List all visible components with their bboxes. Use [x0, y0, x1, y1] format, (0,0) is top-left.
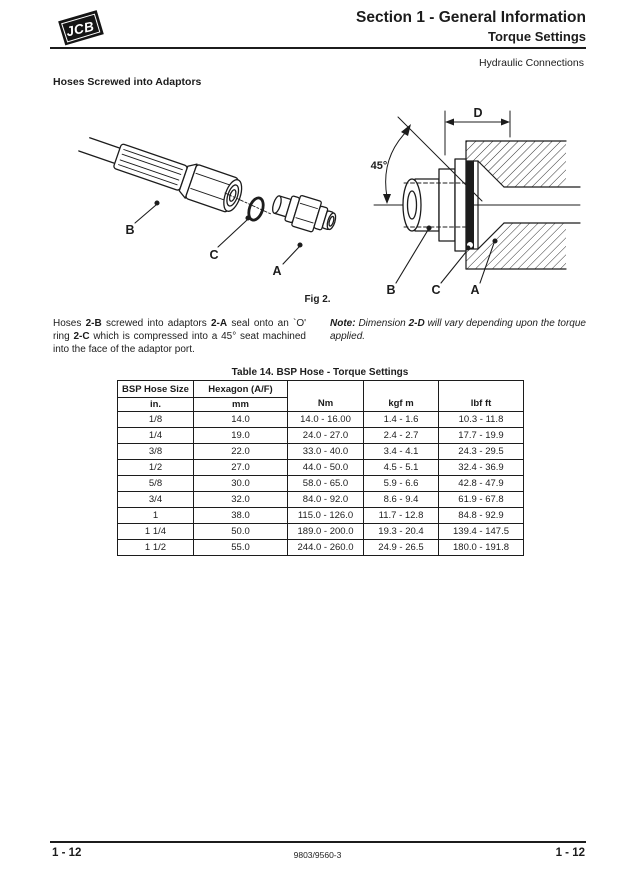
table-cell: 3/4	[118, 492, 194, 508]
col-header-nm: Nm	[288, 381, 364, 412]
adaptor-a	[269, 188, 340, 237]
hose-adaptor-section-diagram	[352, 95, 587, 300]
ref-2a: 2-A	[210, 318, 228, 329]
jcb-logo-text: JCB	[64, 18, 96, 40]
table-cell: 5.9 - 6.6	[364, 476, 439, 492]
table-cell: 17.7 - 19.9	[439, 428, 524, 444]
figure-caption: Fig 2.	[304, 294, 331, 305]
footer-page-number-left: 1 - 12	[52, 847, 82, 859]
dim-arrow-right	[501, 119, 510, 126]
header-rule	[50, 47, 586, 49]
table-cell: 1 1/2	[118, 540, 194, 556]
col-header-kgf-m: kgf m	[364, 381, 439, 412]
table-cell: 115.0 - 126.0	[288, 508, 364, 524]
table-cell: 11.7 - 12.8	[364, 508, 439, 524]
table-cell: 5/8	[118, 476, 194, 492]
table-cell: 244.0 - 260.0	[288, 540, 364, 556]
table-cell: 22.0	[194, 444, 288, 460]
table-cell: 84.0 - 92.0	[288, 492, 364, 508]
text-segment: will vary depending upon the torque applied.	[330, 318, 586, 342]
table-cell: 24.0 - 27.0	[288, 428, 364, 444]
table-row	[118, 540, 524, 556]
col-subheader-in: in.	[118, 398, 194, 412]
col-header-hexagon-af: Hexagon (A/F)	[194, 381, 288, 398]
footer-page-number-right: 1 - 12	[555, 847, 585, 859]
label-d: D	[473, 106, 483, 120]
table-row	[118, 412, 524, 428]
label-c: C	[431, 283, 441, 297]
title-block	[356, 9, 586, 45]
ref-2d: 2-D	[408, 318, 425, 329]
text-segment: Hoses	[53, 318, 86, 329]
table-row	[118, 508, 524, 524]
col-subheader-mm: mm	[194, 398, 288, 412]
label-b: B	[386, 283, 396, 297]
section-title: Section 1 - General Information	[356, 9, 586, 26]
table-cell: 14.0 - 16.00	[288, 412, 364, 428]
table-cell: 84.8 - 92.9	[439, 508, 524, 524]
label-b: B	[125, 223, 135, 237]
table-row	[118, 476, 524, 492]
table-row	[118, 460, 524, 476]
table-cell: 19.3 - 20.4	[364, 524, 439, 540]
label-45-degrees: 45°	[370, 160, 388, 172]
col-header-lbf-ft: lbf ft	[439, 381, 524, 412]
table-cell: 1/4	[118, 428, 194, 444]
arc-arrow-top	[401, 124, 411, 136]
table-cell: 33.0 - 40.0	[288, 444, 364, 460]
table-cell: 1/8	[118, 412, 194, 428]
table-cell: 19.0	[194, 428, 288, 444]
label-a: A	[470, 283, 480, 297]
table-cell: 1	[118, 508, 194, 524]
table-cell: 61.9 - 67.8	[439, 492, 524, 508]
table-cell: 1 1/4	[118, 524, 194, 540]
table-cell: 32.4 - 36.9	[439, 460, 524, 476]
table-row	[118, 524, 524, 540]
figure-2	[50, 92, 585, 308]
footer-rule	[50, 841, 586, 843]
table-cell: 55.0	[194, 540, 288, 556]
table-cell: 3.4 - 4.1	[364, 444, 439, 460]
table-row	[118, 492, 524, 508]
dim-arrow-left	[445, 119, 454, 126]
table-cell: 30.0	[194, 476, 288, 492]
table-cell: 14.0	[194, 412, 288, 428]
fitting-b	[403, 159, 466, 251]
label-a: A	[272, 264, 282, 278]
table-cell: 58.0 - 65.0	[288, 476, 364, 492]
table-cell: 8.6 - 9.4	[364, 492, 439, 508]
hose-adaptor-exploded-diagram	[75, 118, 355, 280]
table-cell: 139.4 - 147.5	[439, 524, 524, 540]
table-title: Table 14. BSP Hose - Torque Settings	[231, 367, 409, 378]
table-cell: 4.5 - 5.1	[364, 460, 439, 476]
table-cell: 180.0 - 191.8	[439, 540, 524, 556]
table-cell: 32.0	[194, 492, 288, 508]
torque-settings-table	[117, 380, 524, 556]
col-header-bsp-hose-size: BSP Hose Size	[118, 381, 194, 398]
text-segment: screwed into adaptors	[101, 318, 211, 329]
ref-2b: 2-B	[85, 318, 102, 329]
table-row	[118, 444, 524, 460]
table-cell: 189.0 - 200.0	[288, 524, 364, 540]
table-cell: 44.0 - 50.0	[288, 460, 364, 476]
o-ring-seal-c	[466, 161, 474, 249]
arc-arrow-bottom	[383, 194, 391, 204]
table-cell: 27.0	[194, 460, 288, 476]
note-paragraph	[330, 317, 586, 343]
label-c: C	[209, 248, 219, 262]
text-segment: which is compressed into a 45° seat machined into the face of the adaptor port.	[53, 331, 306, 355]
topic-heading: Hoses Screwed into Adaptors	[53, 76, 202, 88]
table-cell: 50.0	[194, 524, 288, 540]
table-cell: 42.8 - 47.9	[439, 476, 524, 492]
table-cell: 10.3 - 11.8	[439, 412, 524, 428]
footer-doc-code: 9803/9560-3	[293, 850, 342, 860]
table-cell: 38.0	[194, 508, 288, 524]
note-label: Note:	[330, 318, 356, 329]
text-segment: seal onto an `O' ring	[53, 318, 307, 342]
table-cell: 24.3 - 29.5	[439, 444, 524, 460]
table-cell: 1.4 - 1.6	[364, 412, 439, 428]
jcb-logo	[52, 7, 108, 49]
body-paragraph	[53, 317, 306, 356]
table-row	[118, 428, 524, 444]
subheading: Hydraulic Connections	[478, 57, 584, 69]
table-cell: 1/2	[118, 460, 194, 476]
table-cell: 2.4 - 2.7	[364, 428, 439, 444]
hose-b	[76, 126, 246, 215]
page-subtitle: Torque Settings	[488, 29, 586, 44]
text-segment: Dimension	[355, 318, 409, 329]
ref-2c: 2-C	[73, 331, 90, 342]
table-cell: 3/8	[118, 444, 194, 460]
table-cell: 24.9 - 26.5	[364, 540, 439, 556]
